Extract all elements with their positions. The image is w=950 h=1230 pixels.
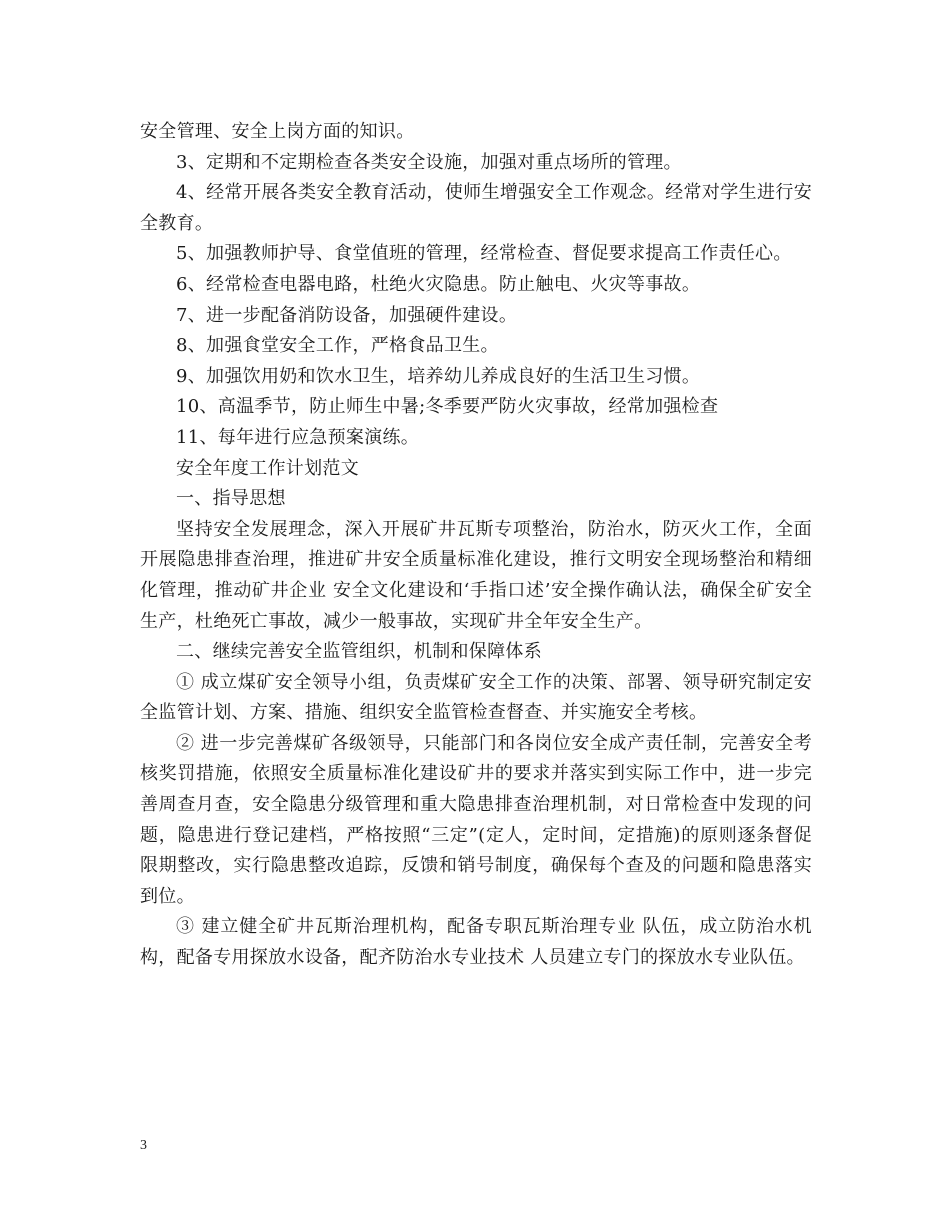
section-heading: 二、继续完善安全监管组织，机制和保障体系 bbox=[176, 641, 542, 663]
paragraph: 8、加强食堂安全工作，严格食品卫生。 bbox=[176, 335, 499, 357]
paragraph: 11、每年进行应急预案演练。 bbox=[176, 426, 420, 448]
paragraph: ② 进一步完善煤矿各级领导，只能部门和各岗位安全成产责任制，完善安全考核奖罚措施，依照安全质量标准化建设矿井的要求并落实到实际工作中，进一步完善周查月查，安全隐患分级管理和重大隐患排查治理机制，对日常检查中发现的问题，隐患进行登记建档，严格按照“三定”(定人，定时间，定措施)的原则逐条督促限期整改，实行隐患整改追踪，反馈和销号制度，确保每个查及的问题和隐患落实到位。 bbox=[140, 732, 812, 907]
paragraph: ③ 建立健全矿井瓦斯治理机构，配备专职瓦斯治理专业 队伍，成立防治水机构，配备专用探放水设备，配齐防治水专业技术 人员建立专门的探放水专业队伍。 bbox=[140, 916, 812, 969]
paragraph: 3、定期和不定期检查各类安全设施，加强对重点场所的管理。 bbox=[176, 151, 682, 173]
paragraph: 6、经常检查电器电路，杜绝火灾隐患。防止触电、火灾等事故。 bbox=[176, 273, 701, 295]
paragraph: 9、加强饮用奶和饮水卫生，培养幼儿养成良好的生活卫生习惯。 bbox=[176, 365, 701, 387]
paragraph: 4、经常开展各类安全教育活动，使师生增强安全工作观念。经常对学生进行安全教育。 bbox=[140, 182, 812, 234]
document-body bbox=[140, 117, 812, 974]
section-title: 安全年度工作计划范文 bbox=[176, 457, 359, 479]
page-number: 3 bbox=[140, 1138, 147, 1153]
section-heading: 一、指导思想 bbox=[176, 488, 286, 510]
paragraph: 坚持安全发展理念，深入开展矿井瓦斯专项整治，防治水，防灭火工作，全面开展隐患排查治理，推进矿井安全质量标准化建设，推行文明安全现场整治和精细化管理，推动矿井企业 安全文化建设和‘手指口述’安全操作确认法，确保全矿安全生产，杜绝死亡事故，减少一般事故，实现矿井全年安全生产。 bbox=[140, 518, 812, 632]
paragraph: 10、高温季节，防止师生中暑;冬季要严防火灾事故，经常加强检查 bbox=[176, 396, 719, 418]
paragraph: 5、加强教师护导、食堂值班的管理，经常检查、督促要求提高工作责任心。 bbox=[176, 243, 792, 265]
paragraph: 安全管理、安全上岗方面的知识。 bbox=[140, 121, 415, 142]
paragraph: ① 成立煤矿安全领导小组，负责煤矿安全工作的决策、部署、领导研究制定安全监管计划、方案、措施、组织安全监管检查督查、并实施安全考核。 bbox=[140, 671, 812, 724]
paragraph: 7、进一步配备消防设备，加强硬件建设。 bbox=[176, 304, 518, 326]
